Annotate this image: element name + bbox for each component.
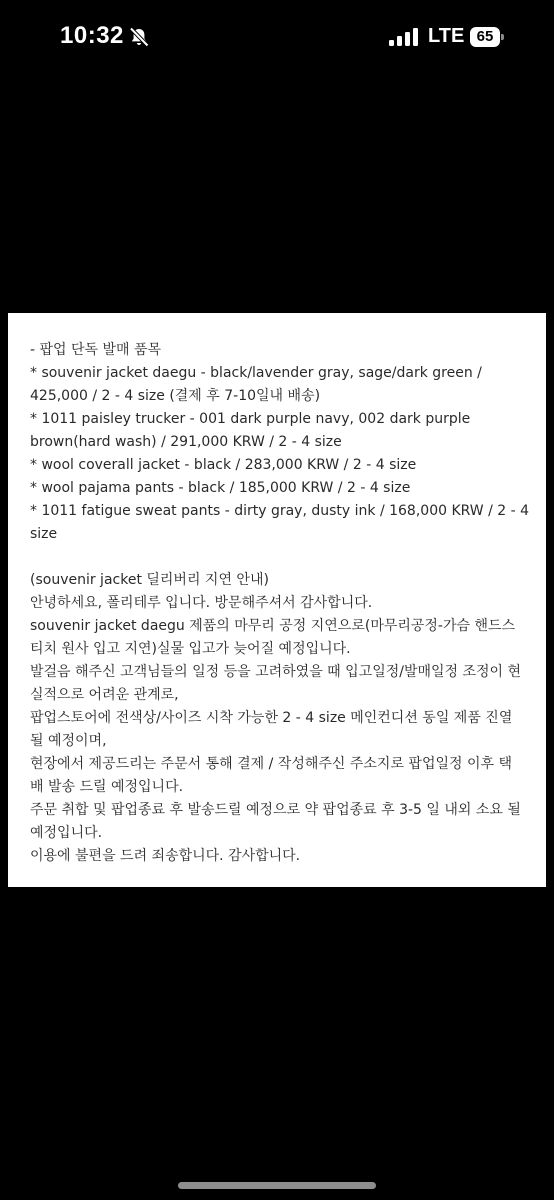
post-line: * 1011 fatigue sweat pants - dirty gray, dusty ink / 168,000 KRW / 2 - 4 — [30, 503, 530, 519]
home-indicator[interactable] — [178, 1182, 376, 1189]
post-line: brown(hard wash) / 291,000 KRW / 2 - 4 size — [30, 434, 342, 450]
post-line: - 팝업 단독 발매 품목 — [30, 342, 162, 358]
post-line: 팝업스토어에 전색상/사이즈 시착 가능한 2 - 4 size 메인컨디션 동일 제품 진열 — [30, 710, 513, 726]
signal-icon — [389, 28, 421, 46]
battery-icon — [470, 27, 504, 47]
post-line: 배 발송 드릴 예정입니다. — [30, 779, 184, 795]
status-time: 10:32 — [60, 22, 124, 49]
battery-level: 65 — [470, 27, 500, 47]
post-content-panel — [8, 313, 546, 887]
post-line: 주문 취합 및 팝업종료 후 발송드릴 예정으로 약 팝업종료 후 3-5 일 내외 소요 될 — [30, 802, 521, 818]
post-line: (souvenir jacket 딜리버리 지연 안내) — [30, 572, 269, 588]
post-line: size — [30, 526, 58, 542]
post-line: 될 예정이며, — [30, 733, 107, 749]
post-line: souvenir jacket daegu 제품의 마무리 공정 지연으로(마무리공정-가슴 핸드스 — [30, 618, 516, 634]
post-line: 안녕하세요, 폴리테루 입니다. 방문해주셔서 감사합니다. — [30, 595, 373, 611]
post-line — [30, 546, 530, 569]
post-line: 이용에 불편을 드려 죄송합니다. 감사합니다. — [30, 848, 301, 864]
post-body — [30, 339, 530, 868]
post-line: 425,000 / 2 - 4 size (결제 후 7-10일내 배송) — [30, 388, 321, 404]
post-line: * wool pajama pants - black / 185,000 KRW / 2 - 4 size — [30, 480, 411, 496]
post-line: 예정입니다. — [30, 825, 103, 841]
post-line: 실적으로 어려운 관계로, — [30, 687, 179, 703]
bell-slash-icon — [128, 26, 150, 48]
network-type: LTE — [428, 25, 465, 47]
post-line: 발걸음 해주신 고객님들의 일정 등을 고려하였을 때 입고일정/발매일정 조정이 현 — [30, 664, 522, 680]
post-line: 현장에서 제공드리는 주문서 통해 결제 / 작성해주신 주소지로 팝업일정 이후 택 — [30, 756, 512, 772]
status-bar — [0, 0, 554, 80]
post-line: * 1011 paisley trucker - 001 dark purple navy, 002 dark purple — [30, 411, 471, 427]
post-line: * wool coverall jacket - black / 283,000 KRW / 2 - 4 size — [30, 457, 417, 473]
post-line: 티치 원사 입고 지연)실물 입고가 늦어질 예정입니다. — [30, 641, 351, 657]
post-line: * souvenir jacket daegu - black/lavender gray, sage/dark green / — [30, 365, 482, 381]
